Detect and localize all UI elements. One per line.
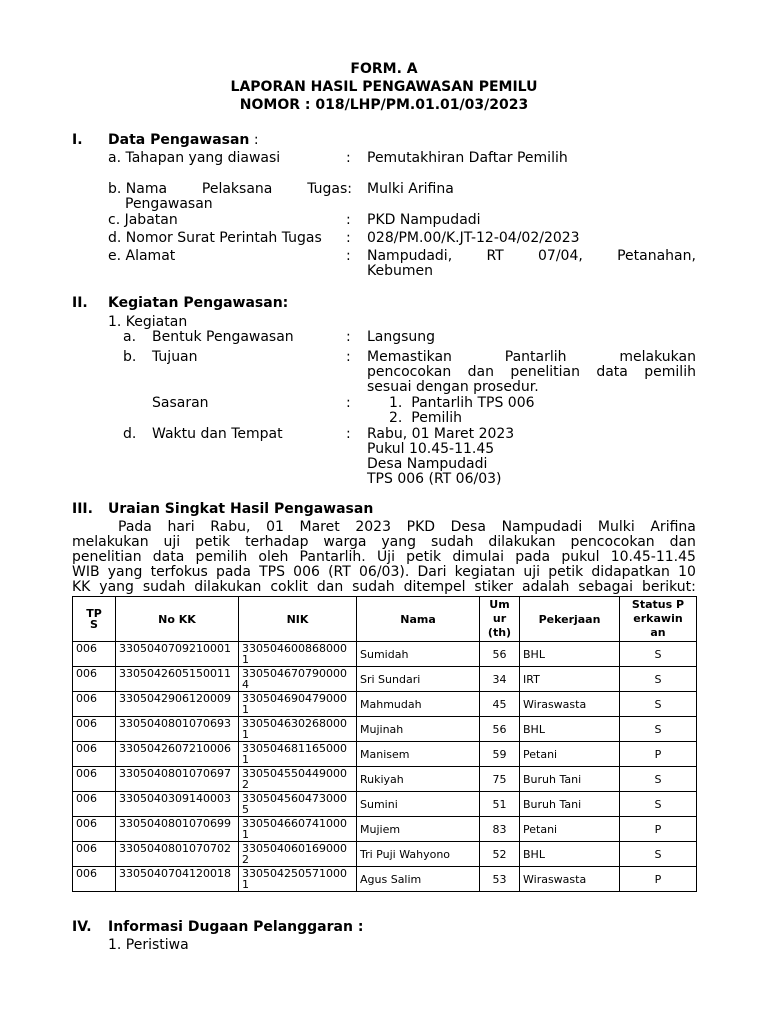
cell-pekerjaan: IRT — [520, 667, 620, 692]
section-1-title: Data Pengawasan — [108, 132, 250, 148]
cell-pekerjaan: Wiraswasta — [520, 692, 620, 717]
section-1-heading — [108, 133, 259, 148]
table-body — [73, 642, 697, 892]
sasaran-label: Sasaran — [152, 395, 209, 411]
waktu-line: Desa Nampudadi — [367, 456, 488, 472]
cell-status: S — [620, 692, 697, 717]
cell-umur: 53 — [480, 867, 520, 892]
col-header-kk: No KK — [116, 597, 239, 642]
sasaran-item: 2. Pemilih — [389, 410, 462, 426]
nama-label-word: b. Nama — [108, 181, 168, 197]
tujuan-word: Pantarlih — [504, 349, 567, 365]
nama-label-line2: Pengawasan — [125, 196, 213, 212]
cell-nama: Tri Puji Wahyono — [357, 842, 480, 867]
waktu-line: Pukul 10.45-11.45 — [367, 441, 495, 457]
cell-nama: Sumini — [357, 792, 480, 817]
para-word: TPS — [259, 564, 285, 580]
tujuan-label: Tujuan — [152, 349, 198, 365]
section-4-title: Informasi Dugaan Pelanggaran : — [108, 919, 364, 935]
cell-status: S — [620, 842, 697, 867]
cell-pekerjaan: Wiraswasta — [520, 867, 620, 892]
tujuan-word: data — [596, 364, 628, 380]
colon: : — [346, 426, 351, 442]
cell-nik: 3305042505710001 — [239, 867, 357, 892]
col-header-tps: TPS — [73, 597, 116, 642]
cell-tps: 006 — [73, 692, 116, 717]
tujuan-line3: sesuai dengan prosedur. — [367, 379, 539, 395]
cell-pekerjaan: Petani — [520, 817, 620, 842]
surat-label: d. Nomor Surat Perintah Tugas — [108, 230, 322, 246]
cell-umur: 56 — [480, 642, 520, 667]
section-3-number: III. — [72, 501, 93, 517]
alamat-label: e. Alamat — [108, 248, 176, 264]
para-word: 2023 — [355, 519, 391, 535]
table-row — [73, 842, 697, 867]
para-word: Nampudadi — [501, 519, 583, 535]
waktu-letter: d. — [123, 426, 137, 442]
tujuan-word: penelitian — [510, 364, 580, 380]
cell-kk: 3305040801070699 — [116, 817, 239, 842]
cell-status: P — [620, 742, 697, 767]
para-word: terhadap — [245, 534, 309, 550]
tujuan-line2 — [367, 365, 696, 380]
table-row — [73, 642, 697, 667]
para-word: uji — [523, 564, 541, 580]
table-row — [73, 817, 697, 842]
para-word: dimulai — [452, 549, 504, 565]
cell-tps: 006 — [73, 642, 116, 667]
para-word: berikut: — [641, 579, 696, 595]
para-word: petik — [406, 549, 442, 565]
cell-tps: 006 — [73, 717, 116, 742]
colon: : — [346, 395, 351, 411]
cell-kk: 3305040801070702 — [116, 842, 239, 867]
colon: : — [346, 248, 351, 264]
cell-status: P — [620, 817, 697, 842]
section-3-title: Uraian Singkat Hasil Pengawasan — [108, 501, 374, 517]
cell-umur: 56 — [480, 717, 520, 742]
para-word: dilakukan — [194, 579, 262, 595]
cell-pekerjaan: BHL — [520, 642, 620, 667]
cell-tps: 006 — [73, 842, 116, 867]
para-line — [72, 565, 696, 580]
cell-nik: 3305046607410001 — [239, 817, 357, 842]
para-word: oleh — [258, 549, 289, 565]
section-4-number: IV. — [72, 919, 92, 935]
nama-label-word: Tugas: — [307, 181, 352, 197]
cell-nik: 3305045504490002 — [239, 767, 357, 792]
cell-nama: Sri Sundari — [357, 667, 480, 692]
col-header-status: Status Perkawinan — [620, 597, 697, 642]
cell-kk: 3305040309140003 — [116, 792, 239, 817]
para-line — [72, 535, 696, 550]
tujuan-word: melakukan — [619, 349, 696, 365]
report-number: NOMOR : 018/LHP/PM.01.01/03/2023 — [239, 97, 529, 113]
surat-value: 028/PM.00/K.JT-12-04/02/2023 — [367, 230, 580, 246]
cell-pekerjaan: Buruh Tani — [520, 792, 620, 817]
table-row — [73, 667, 697, 692]
cell-nama: Agus Salim — [357, 867, 480, 892]
cell-kk: 3305042605150011 — [116, 667, 239, 692]
alamat-value-line2: Kebumen — [367, 263, 433, 279]
table-row — [73, 717, 697, 742]
para-word: yang — [99, 579, 134, 595]
table-row — [73, 742, 697, 767]
cell-nik: 3305046707900004 — [239, 667, 357, 692]
bentuk-letter: a. — [123, 329, 137, 345]
cell-tps: 006 — [73, 867, 116, 892]
tahapan-label: a. Tahapan yang diawasi — [108, 150, 281, 166]
cell-pekerjaan: BHL — [520, 717, 620, 742]
col-header-umur: Umur (th) — [480, 597, 520, 642]
para-word: dilakukan — [488, 534, 556, 550]
cell-nama: Mujinah — [357, 717, 480, 742]
alamat-value-line1 — [367, 249, 696, 264]
nama-label-word: Pelaksana — [201, 181, 273, 197]
para-word: Arifina — [650, 519, 696, 535]
cell-nama: Mujiem — [357, 817, 480, 842]
cell-pekerjaan: Buruh Tani — [520, 767, 620, 792]
para-word: pencocokan — [570, 534, 655, 550]
report-title: LAPORAN HASIL PENGAWASAN PEMILU — [230, 79, 538, 95]
cell-nik: 3305046811650001 — [239, 742, 357, 767]
tujuan-word: pencocokan — [367, 364, 452, 380]
cell-status: S — [620, 792, 697, 817]
table-row — [73, 692, 697, 717]
alamat-word: Petanahan, — [617, 248, 696, 264]
para-word: Maret — [299, 519, 340, 535]
cell-nama: Mahmudah — [357, 692, 480, 717]
cell-nik: 3305040601690002 — [239, 842, 357, 867]
para-word: pemilih — [195, 549, 248, 565]
waktu-label: Waktu dan Tempat — [152, 426, 283, 442]
cell-umur: 83 — [480, 817, 520, 842]
table-row — [73, 767, 697, 792]
tahapan-value: Pemutakhiran Daftar Pemilih — [367, 150, 568, 166]
col-header-nik: NIK — [239, 597, 357, 642]
para-word: ditempel — [403, 579, 466, 595]
alamat-word: Nampudadi, — [367, 248, 453, 264]
cell-nik: 3305045604730005 — [239, 792, 357, 817]
para-word: 006 — [293, 564, 320, 580]
para-word: coklit — [270, 579, 308, 595]
cell-kk: 3305040704120018 — [116, 867, 239, 892]
para-line — [72, 580, 696, 595]
section-1-title-suffix: : — [249, 132, 259, 148]
para-word: didapatkan — [591, 564, 670, 580]
para-line — [118, 520, 696, 535]
form-label: FORM. A — [350, 61, 418, 77]
para-word: dan — [316, 579, 344, 595]
cell-kk: 3305042607210006 — [116, 742, 239, 767]
para-word: 01 — [266, 519, 284, 535]
cell-kk: 3305040801070697 — [116, 767, 239, 792]
para-word: sebagai — [578, 579, 634, 595]
cell-umur: 51 — [480, 792, 520, 817]
cell-tps: 006 — [73, 767, 116, 792]
cell-nama: Sumidah — [357, 642, 480, 667]
para-word: Uji — [376, 549, 395, 565]
para-word: sudah — [352, 579, 395, 595]
cell-tps: 006 — [73, 817, 116, 842]
cell-status: P — [620, 867, 697, 892]
cell-kk: 3305040801070693 — [116, 717, 239, 742]
para-word: pukul — [561, 549, 600, 565]
para-word: petik — [195, 534, 231, 550]
cell-nik: 3305046904790001 — [239, 692, 357, 717]
tujuan-letter: b. — [123, 349, 137, 365]
cell-tps: 006 — [73, 667, 116, 692]
cell-umur: 75 — [480, 767, 520, 792]
bentuk-label: Bentuk Pengawasan — [152, 329, 294, 345]
voter-table — [72, 596, 697, 892]
para-line — [72, 550, 696, 565]
para-word: penelitian — [72, 549, 142, 565]
cell-status: S — [620, 717, 697, 742]
table-header-row — [73, 597, 697, 642]
col-header-nama: Nama — [357, 597, 480, 642]
para-word: PKD — [406, 519, 436, 535]
para-word: sudah — [142, 579, 186, 595]
waktu-line: Rabu, 01 Maret 2023 — [367, 426, 515, 442]
colon: : — [346, 212, 351, 228]
para-word: Pada — [118, 519, 152, 535]
cell-tps: 006 — [73, 742, 116, 767]
tujuan-word: pemilih — [644, 364, 696, 380]
cell-status: S — [620, 667, 697, 692]
para-word: dan — [669, 534, 696, 550]
para-word: pada — [215, 564, 251, 580]
colon: : — [346, 329, 351, 345]
cell-umur: 45 — [480, 692, 520, 717]
para-word: Pantarlih. — [299, 549, 366, 565]
peristiwa-label: 1. Peristiwa — [108, 937, 189, 953]
para-word: sudah — [430, 534, 474, 550]
kegiatan-label: 1. Kegiatan — [108, 314, 188, 330]
colon: : — [346, 349, 351, 365]
cell-nama: Rukiyah — [357, 767, 480, 792]
para-word: petik — [548, 564, 584, 580]
para-word: Desa — [450, 519, 486, 535]
alamat-word: 07/04, — [538, 248, 583, 264]
para-word: KK — [72, 579, 91, 595]
para-word: warga — [323, 534, 367, 550]
tujuan-line1 — [367, 350, 696, 365]
table-row — [73, 867, 697, 892]
para-word: WIB — [72, 564, 100, 580]
para-word: 10.45-11.45 — [610, 549, 696, 565]
section-2-title: Kegiatan Pengawasan: — [108, 295, 289, 311]
cell-pekerjaan: Petani — [520, 742, 620, 767]
cell-nama: Manisem — [357, 742, 480, 767]
cell-status: S — [620, 642, 697, 667]
table-row — [73, 792, 697, 817]
para-word: hari — [167, 519, 195, 535]
col-header-pekerjaan: Pekerjaan — [520, 597, 620, 642]
colon: : — [346, 230, 351, 246]
tujuan-word: Memastikan — [367, 349, 452, 365]
jabatan-value: PKD Nampudadi — [367, 212, 481, 228]
cell-umur: 34 — [480, 667, 520, 692]
cell-tps: 006 — [73, 792, 116, 817]
nama-label-line1 — [108, 182, 352, 197]
section-2-number: II. — [72, 295, 88, 311]
para-word: kegiatan — [454, 564, 516, 580]
cell-kk: 3305042906120009 — [116, 692, 239, 717]
cell-kk: 3305040709210001 — [116, 642, 239, 667]
alamat-word: RT — [486, 248, 504, 264]
cell-status: S — [620, 767, 697, 792]
para-word: Dari — [417, 564, 447, 580]
para-word: uji — [163, 534, 181, 550]
colon: : — [346, 150, 351, 166]
para-word: (RT — [328, 564, 351, 580]
cell-pekerjaan: BHL — [520, 842, 620, 867]
section-1-number: I. — [72, 132, 83, 148]
sasaran-item: 1. Pantarlih TPS 006 — [389, 395, 535, 411]
cell-nik: 3305046302680001 — [239, 717, 357, 742]
cell-umur: 59 — [480, 742, 520, 767]
para-word: adalah — [521, 579, 570, 595]
para-word: data — [152, 549, 185, 565]
para-word: pada — [515, 549, 551, 565]
cell-nik: 3305046008680001 — [239, 642, 357, 667]
cell-umur: 52 — [480, 842, 520, 867]
bentuk-value: Langsung — [367, 329, 436, 345]
para-word: 10 — [678, 564, 696, 580]
nama-value: Mulki Arifina — [367, 181, 454, 197]
para-word: terfokus — [150, 564, 208, 580]
tujuan-word: dan — [467, 364, 494, 380]
jabatan-label: c. Jabatan — [108, 212, 178, 228]
para-word: yang — [107, 564, 143, 580]
para-word: 06/03). — [359, 564, 410, 580]
para-word: Mulki — [597, 519, 635, 535]
para-word: melakukan — [72, 534, 149, 550]
waktu-line: TPS 006 (RT 06/03) — [367, 471, 502, 487]
para-word: stiker — [474, 579, 514, 595]
para-word: Rabu, — [210, 519, 251, 535]
para-word: yang — [381, 534, 416, 550]
